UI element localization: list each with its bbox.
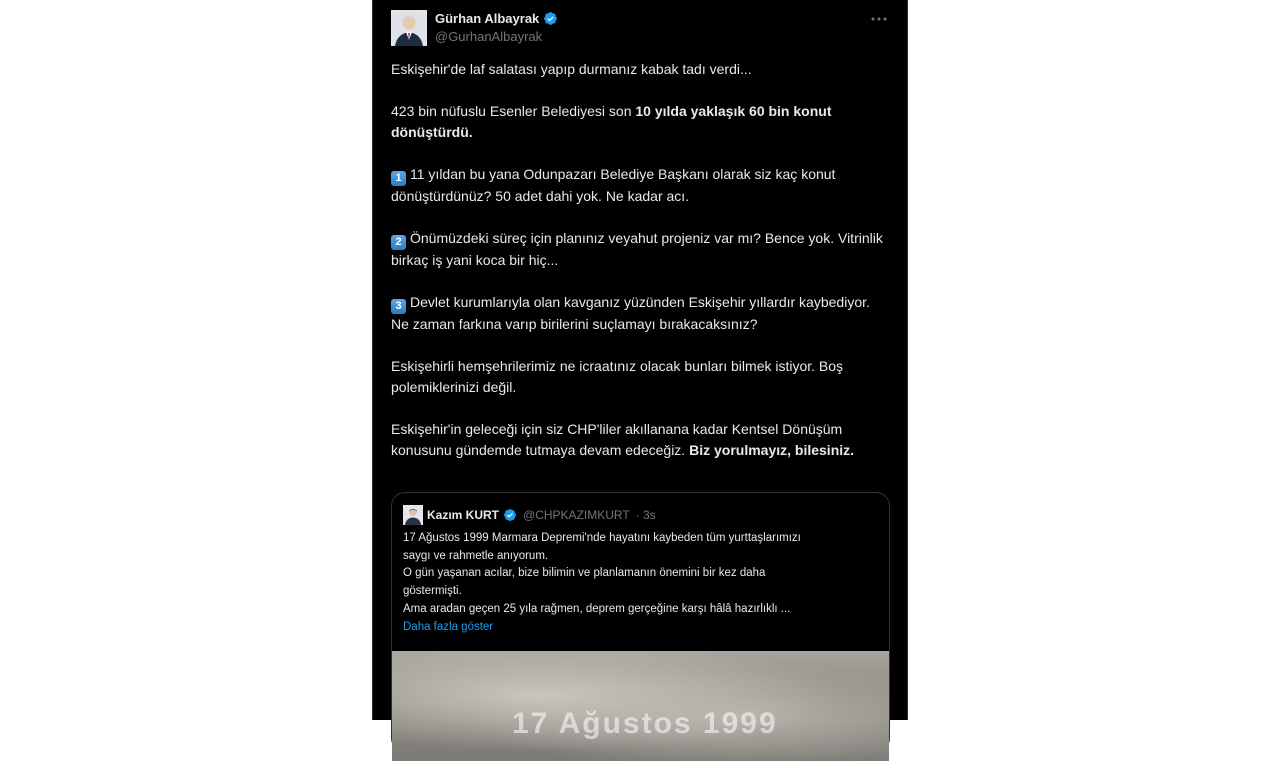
tweet-paragraph: 423 bin nüfuslu Esenler Belediyesi son 10 yılda yaklaşık 60 bin konut dönüştürdü. (391, 103, 832, 140)
tweet-paragraph: 3 Devlet kurumlarıyla olan kavganız yüzünden Eskişehir yıllardır kaybediyor. Ne zaman farkına varıp birilerini suçlamayı bırakacaksınız? (391, 294, 870, 332)
quoted-image-caption: 17 Ağustos 1999 (512, 707, 778, 740)
keycap-three-emoji-icon: 3 (391, 299, 406, 314)
quoted-tweet-time[interactable]: · 3s (635, 508, 656, 522)
more-options-icon[interactable] (869, 10, 889, 28)
keycap-one-emoji-icon: 1 (391, 171, 406, 186)
quoted-text-line: göstermişti. (403, 585, 462, 598)
quoted-tweet-card[interactable] (391, 492, 890, 752)
tweet-text (391, 59, 891, 482)
author-name-row (435, 10, 558, 27)
quoted-text-line: saygı ve rahmetle anıyorum. (403, 549, 549, 562)
author-photo (391, 10, 427, 46)
tweet-paragraph: 2 Önümüzdeki süreç için planınız veyahut projeniz var mı? Bence yok. Vitrinlik birkaç iş yani koca bir hiç... (391, 230, 883, 268)
keycap-two-emoji-icon: 2 (391, 235, 406, 250)
quoted-verified-badge-icon (503, 508, 517, 522)
quoted-author-handle[interactable]: @CHPKAZIMKURT (523, 508, 630, 522)
tweet-paragraph: Eskişehir'de laf salatası yapıp durmanız kabak tadı verdi... (391, 61, 752, 77)
author-avatar[interactable] (391, 10, 427, 46)
author-name[interactable]: Gürhan Albayrak (435, 11, 540, 26)
quoted-tweet-text (403, 530, 881, 636)
tweet-detail-panel (372, 0, 908, 740)
tweet-paragraph: 1 11 yıldan bu yana Odunpazarı Belediye Başkanı olarak siz kaç konut dönüştürdünüz? 50 adet dahi yok. Ne kadar acı. (391, 166, 836, 204)
quoted-author-avatar[interactable] (403, 505, 423, 525)
quoted-tweet-header (403, 505, 656, 525)
tweet-paragraph: Eskişehirli hemşehrilerimiz ne icraatınız olacak bunları bilmek istiyor. Boş polemiklerinizi değil. (391, 358, 844, 395)
quoted-text-line: Ama aradan geçen 25 yıla rağmen, deprem gerçeğine karşı hâlâ hazırlıklı ... (403, 602, 791, 615)
quoted-tweet-image[interactable] (392, 651, 889, 761)
quoted-author-photo (403, 505, 423, 525)
tweet-paragraph: Eskişehir'in geleceği için siz CHP'liler akıllanana kadar Kentsel Dönüşüm konusunu gündemde tutmaya devam edeceğiz. Biz yorulmayız, bilesiniz. (391, 421, 855, 458)
verified-badge-icon (543, 11, 558, 26)
author-handle[interactable]: @GurhanAlbayrak (435, 29, 543, 44)
show-more-link[interactable]: Daha fazla göster (403, 620, 494, 633)
quoted-author-name[interactable]: Kazım KURT (427, 508, 500, 522)
quoted-text-line: O gün yaşanan acılar, bize bilimin ve planlamanın önemini bir kez daha (403, 567, 766, 580)
quoted-text-line: 17 Ağustos 1999 Marmara Depremi'nde hayatını kaybeden tüm yurttaşlarımızı (403, 532, 801, 544)
